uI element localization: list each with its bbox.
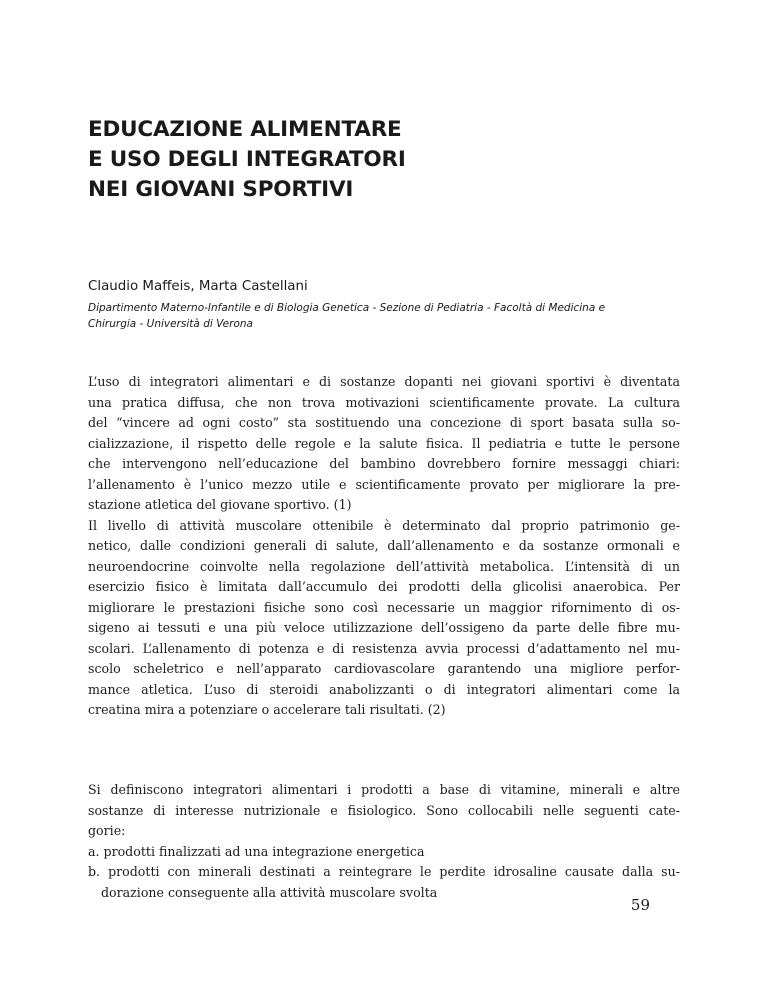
text-line: una pratica diffusa, che non trova motivazioni scientificamente provate. La cultura [88,394,680,410]
text-line: migliorare le prestazioni fisiche sono così necessarie un maggior rifornimento di os- [88,599,680,615]
text-line: netico, dalle condizioni generali di salute, dall’allenamento e da sostanze ormonali e [88,538,680,553]
list-item-line: b. prodotti con minerali destinati a reintegrare le perdite idrosaline causate dalla su- [88,864,680,879]
text-line: del “vincere ad ogni costo” sta sostituendo una concezione di sport basata sulla so- [88,415,680,430]
title-line: E USO DEGLI INTEGRATORI [88,147,406,172]
text-line: scolo scheletrico e nell’apparato cardiovascolare garantendo una migliore perfor- [88,661,680,676]
affiliation-line: Chirurgia - Università di Verona [88,318,253,330]
paragraph-2 [88,780,680,903]
text-line: creatina mira a potenziare o accelerare tali risultati. (2) [88,702,446,717]
text-line: Si definiscono integratori alimentari i prodotti a base di vitamine, minerali e altre [88,782,680,797]
category-list [88,842,680,904]
text-line: cializzazione, il rispetto delle regole e la salute fisica. Il pediatria e tutte le persone [88,435,680,451]
text-line: l’allenamento è l’unico mezzo utile e scientificamente provato per migliorare la pre- [88,476,680,492]
text-line: che intervengono nell’educazione del bambino dovrebbero fornire messaggi chiari: [88,456,680,471]
text-line: gorie: [88,823,126,838]
text-line: L’uso di integratori alimentari e di sostanze dopanti nei giovani sportivi è diventata [88,374,680,389]
text-line: neuroendocrine coinvolte nella regolazione dell’attività metabolica. L’intensità di un [88,558,680,574]
page-number: 59 [630,896,650,914]
affiliation-line: Dipartimento Materno-Infantile e di Biologia Genetica - Sezione di Pediatria - Facoltà di Medicina e [88,302,606,314]
list-item-line: a. prodotti finalizzati ad una integrazione energetica [88,843,425,859]
list-item [88,842,680,863]
text-line: esercizio fisico è limitata dall’accumulo dei prodotti della glicolisi anaerobica. Per [88,579,680,594]
text-line: scolari. L’allenamento di potenza e di resistenza avvia processi d’adattamento nel mu- [88,640,680,656]
title-line: NEI GIOVANI SPORTIVI [88,177,354,202]
affiliation [88,300,688,332]
text-line: sigeno ai tessuti e una più veloce utilizzazione dell’ossigeno da parte delle fibre mu- [88,620,680,635]
text-line: mance atletica. L’uso di steroidi anabolizzanti o di integratori alimentari come la [88,681,680,697]
text-line: sostanze di interesse nutrizionale e fisiologico. Sono collocabili nelle seguenti cate- [88,802,680,818]
text-line: stazione atletica del giovane sportivo. (1) [88,497,352,512]
list-item-line: dorazione conseguente alla attività muscolare svolta [101,884,438,900]
text-line: Il livello di attività muscolare ottenibile è determinato dal proprio patrimonio ge- [88,517,680,533]
authors: Claudio Maffeis, Marta Castellani [88,279,308,294]
title-line: EDUCAZIONE ALIMENTARE [88,117,402,142]
paragraph-1 [88,372,680,721]
list-item [88,862,680,903]
article-title [88,115,688,205]
